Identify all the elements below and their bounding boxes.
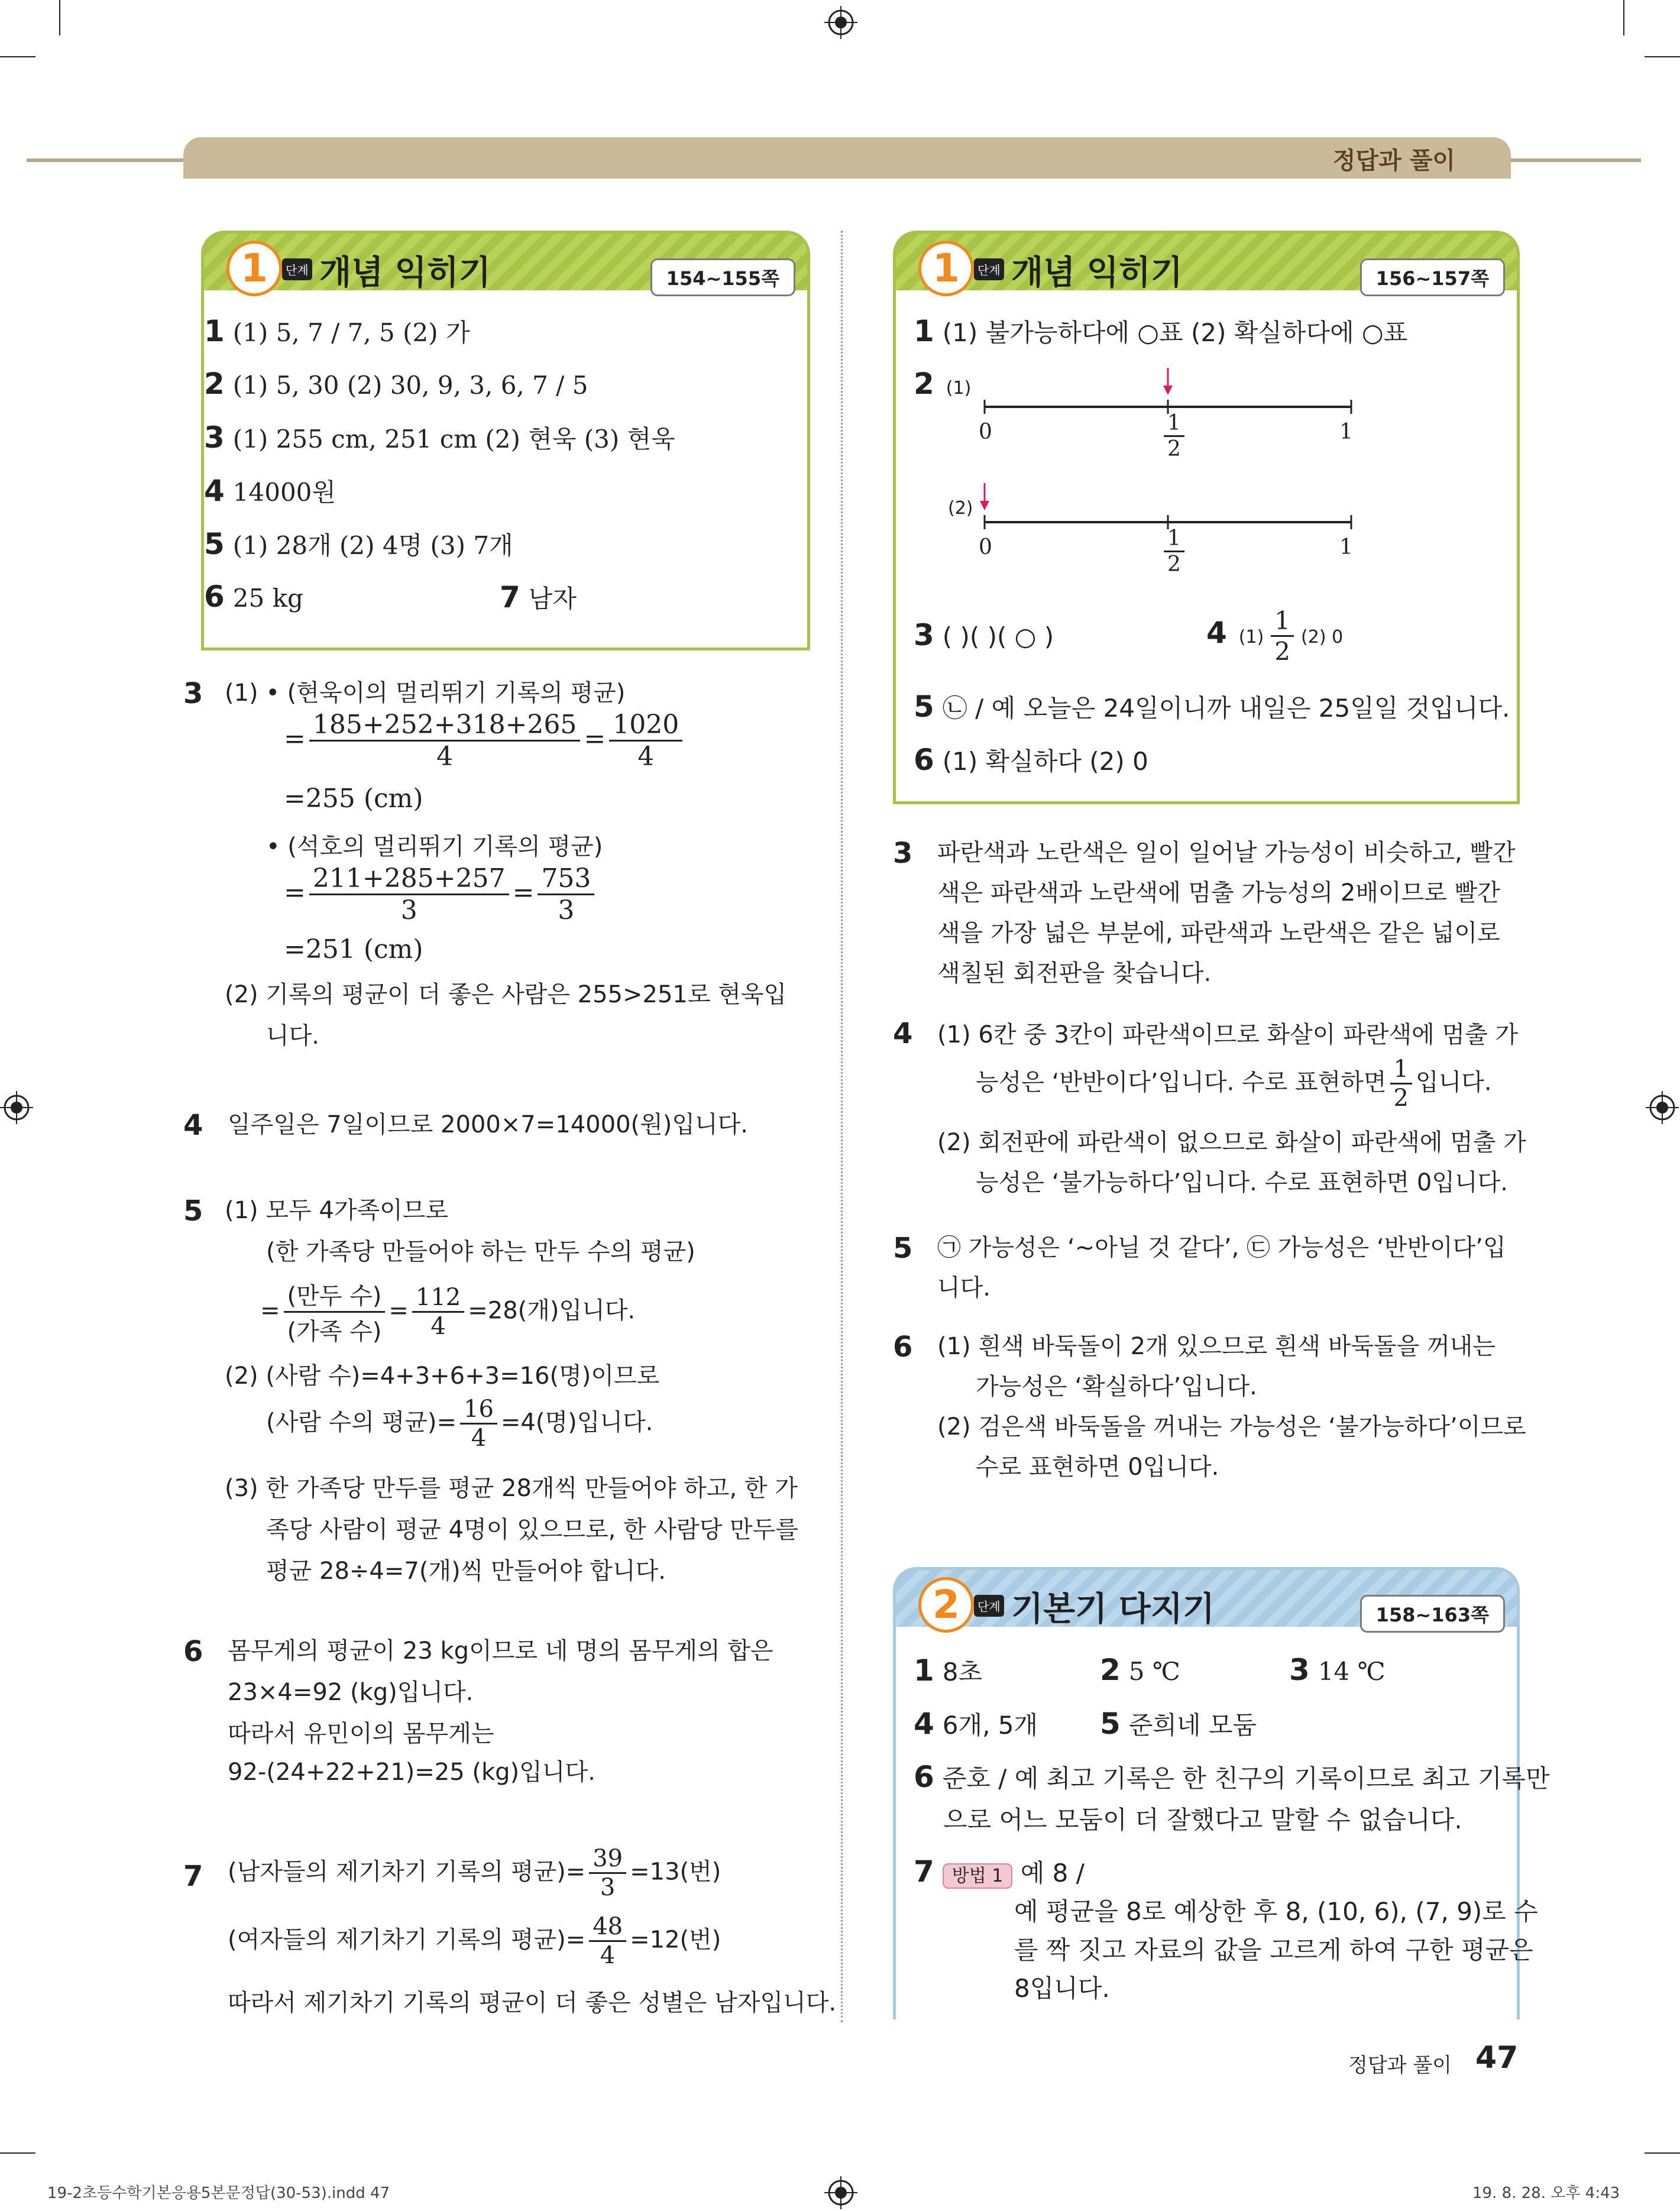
expl-5-line3: (2) (사람 수)=4+3+6+3=16(명)이므로	[225, 1362, 660, 1390]
stage-number: 1	[918, 241, 974, 296]
stage-number: 1	[226, 241, 282, 296]
expl-7-line1: (남자들의 제기차기 기록의 평균)= $\frac{39}{3}$ =13(번)	[228, 1845, 721, 1901]
expl-4-text: 일주일은 7일이므로 2000×7=14000(원)입니다.	[228, 1111, 749, 1138]
rexpl-6-number: 6	[893, 1331, 913, 1364]
answer-6: 6 준호 / 예 최고 기록은 한 친구의 기록이므로 최고 기록만	[914, 1760, 1550, 1794]
expl-5-line6: 족당 사람이 평균 4명이 있으므로, 한 사람당 만두를	[266, 1516, 798, 1543]
registration-mark-right	[1646, 1091, 1679, 1124]
page-range: 158~163쪽	[1360, 1595, 1505, 1633]
expl-3-result1: =255 (cm)	[284, 784, 423, 814]
expl-3-result2: =251 (cm)	[284, 934, 423, 964]
column-divider	[841, 231, 843, 2022]
header-title: 정답과 풀이	[1332, 147, 1455, 174]
box-header	[896, 1570, 1517, 1627]
rexpl-4-number: 4	[893, 1017, 913, 1050]
crop-line-tl	[0, 56, 35, 57]
nl1-half: $\frac{1}{2}$	[1160, 411, 1188, 461]
box-title: 개념 익히기	[319, 254, 491, 292]
expl-7-line2: (여자들의 제기차기 기록의 평균)= $\frac{48}{4}$ =12(번)	[228, 1913, 721, 1969]
answer-2-part2-label: (2)	[948, 498, 973, 519]
expl-5-line1: (1) 모두 4가족이므로	[225, 1197, 449, 1224]
answer-3: 3 ( )( )( ○ )	[914, 618, 1054, 652]
answer-6-line2: 으로 어느 모둠이 더 잘했다고 말할 수 없습니다.	[943, 1805, 1462, 1834]
expl-5-line2: (한 가족당 만들어야 하는 만두 수의 평균)	[266, 1238, 695, 1265]
rexpl-4-line2: 능성은 ‘반반이다’입니다. 수로 표현하면 $\frac{1}{2}$ 입니다.	[976, 1056, 1492, 1112]
expl-3-line4: 니다.	[266, 1022, 319, 1050]
rexpl-4-line4: 능성은 ‘불가능하다’입니다. 수로 표현하면 0입니다.	[976, 1169, 1508, 1196]
rexpl-6-line1: (1) 흰색 바둑돌이 2개 있으므로 흰색 바둑돌을 꺼내는	[937, 1333, 1496, 1360]
answer-1: 1 (1) 불가능하다에 ○표 (2) 확실하다에 ○표	[914, 314, 1408, 348]
expl-3-formula1: = $\frac{185+252+318+265}{4}$ = $\frac{1020}{4}$	[284, 710, 686, 772]
answer-7: 7 방법 1 예 8 /	[914, 1854, 1085, 1889]
answer-7-line2: 예 평균을 8로 예상한 후 8, (10, 6), (7, 9)로 수	[1014, 1897, 1538, 1926]
expl-5-number: 5	[183, 1194, 203, 1228]
crop-line-tv	[59, 0, 60, 35]
nl1-zero: 0	[979, 420, 992, 444]
box-title: 기본기 다지기	[1011, 1590, 1215, 1629]
answer-3: 3 14 ℃	[1289, 1653, 1386, 1687]
rexpl-5-number: 5	[893, 1232, 913, 1265]
answer-4: 4 (1) $\frac{1}{2}$ (2) 0	[1206, 606, 1344, 666]
rexpl-5-line1: ㉠ 가능성은 ‘~아닐 것 같다’, ㉢ 가능성은 ‘반반이다’입	[937, 1234, 1506, 1261]
answer-3: 3 (1) 255 cm, 251 cm (2) 현욱 (3) 현욱	[204, 420, 675, 455]
answer-7: 7 남자	[500, 580, 577, 614]
stage-tag: 단계	[974, 1595, 1004, 1617]
left-concept-box	[201, 231, 810, 650]
registration-mark-bottom	[824, 2176, 857, 2209]
answer-4: 4 14000원	[204, 474, 336, 508]
answer-1: 1 8초	[914, 1653, 983, 1688]
footer-filename: 19-2초등수학기본응용5본문정답(30-53).indd 47	[47, 2184, 390, 2202]
basic-skills-box	[893, 1567, 1550, 2019]
footer-label: 정답과 풀이	[1348, 2054, 1452, 2077]
crop-line-tv2	[1623, 0, 1624, 35]
box-title: 개념 익히기	[1011, 254, 1183, 292]
expl-6-line2: 23×4=92 (kg)입니다.	[228, 1679, 474, 1706]
stage-number: 2	[918, 1577, 974, 1633]
expl-6-line3: 따라서 유민이의 몸무게는	[228, 1720, 494, 1747]
rexpl-3-number: 3	[893, 837, 913, 870]
expl-5-line5: (3) 한 가족당 만두를 평균 28개씩 만들어야 하고, 한 가	[225, 1475, 798, 1502]
rexpl-3-line3: 색을 가장 넓은 부분에, 파란색과 노란색은 같은 넓이로	[937, 920, 1500, 947]
answer-5: 5 (1) 28개 (2) 4명 (3) 7개	[204, 527, 513, 561]
expl-3-line2: • (석호의 멀리뛰기 기록의 평균)	[266, 833, 603, 860]
stage-tag: 단계	[282, 258, 312, 280]
rexpl-4-line3: (2) 회전판에 파란색이 없으므로 화살이 파란색에 멈출 가	[937, 1129, 1526, 1156]
crop-line-br	[1645, 2152, 1680, 2154]
answer-1: 1 (1) 5, 7 / 7, 5 (2) 가	[204, 314, 470, 348]
rexpl-6-line4: 수로 표현하면 0입니다.	[976, 1454, 1219, 1481]
answer-2: 2 (1) 5, 30 (2) 30, 9, 3, 6, 7 / 5	[204, 367, 588, 401]
expl-6-line4: 92-(24+22+21)=25 (kg)입니다.	[228, 1759, 595, 1786]
crop-line-bl	[0, 2152, 35, 2154]
answer-2: 2 (1)	[914, 367, 972, 401]
rexpl-6-line3: (2) 검은색 바둑돌을 꺼내는 가능성은 ‘불가능하다’이므로	[937, 1413, 1526, 1440]
right-concept-box	[893, 231, 1520, 804]
expl-3-number: 3	[183, 677, 203, 710]
rexpl-3-line1: 파란색과 노란색은 일이 일어날 가능성이 비슷하고, 빨간	[937, 839, 1516, 866]
expl-5-formula1: = $\frac{\text{(만두 수)}}{\text{(가족 수)}}$ = $\frac{112}{4}$ =28(개)입니다.	[260, 1277, 635, 1346]
stage-tag: 단계	[974, 258, 1004, 280]
rexpl-5-line2: 니다.	[937, 1274, 990, 1302]
page-range: 154~155쪽	[650, 258, 795, 296]
crop-line-tr	[1645, 56, 1680, 57]
box-header	[204, 234, 807, 290]
registration-mark-left	[0, 1091, 33, 1124]
expl-3-formula2: = $\frac{211+285+257}{3}$ = $\frac{753}{3}$	[284, 863, 598, 925]
nl2-half: $\frac{1}{2}$	[1160, 526, 1188, 577]
header-bar	[183, 137, 1511, 179]
nl1-one: 1	[1339, 420, 1353, 444]
page-range: 156~157쪽	[1360, 258, 1505, 296]
answer-2: 2 5 ℃	[1100, 1653, 1180, 1687]
expl-3-line3: (2) 기록의 평균이 더 좋은 사람은 255>251로 현욱입	[225, 981, 787, 1008]
answer-4: 4 6개, 5개	[914, 1707, 1038, 1741]
box-header	[896, 234, 1517, 290]
expl-7-line3: 따라서 제기차기 기록의 평균이 더 좋은 성별은 남자입니다.	[228, 1989, 837, 2016]
answer-7-line4: 8입니다.	[1014, 1974, 1110, 2003]
rexpl-3-line2: 색은 파란색과 노란색에 멈출 가능성의 2배이므로 빨간	[937, 879, 1500, 907]
registration-mark-top	[824, 6, 857, 39]
rexpl-4-line1: (1) 6칸 중 3칸이 파란색이므로 화살이 파란색에 멈출 가	[937, 1021, 1519, 1048]
expl-4-number: 4	[183, 1109, 203, 1142]
answer-5: 5 ㉡ / 예 오늘은 24일이니까 내일은 25일일 것입니다.	[914, 689, 1510, 724]
expl-5-formula2: (사람 수의 평균)= $\frac{16}{4}$ =4(명)입니다.	[266, 1396, 653, 1452]
answer-7-line3: 를 짝 짓고 자료의 값을 고르게 하여 구한 평균은	[1014, 1935, 1533, 1964]
answer-6: 6 25 kg	[204, 580, 303, 614]
page-number: 47	[1475, 2040, 1519, 2076]
expl-7-number: 7	[183, 1860, 203, 1893]
answer-6: 6 (1) 확실하다 (2) 0	[914, 743, 1148, 777]
rexpl-3-line4: 색칠된 회전판을 찾습니다.	[937, 960, 1212, 987]
expl-5-line7: 평균 28÷4=7(개)씩 만들어야 합니다.	[266, 1558, 666, 1585]
nl2-zero: 0	[979, 535, 992, 559]
nl2-one: 1	[1339, 535, 1353, 559]
expl-3-line1: (1) • (현욱이의 멀리뛰기 기록의 평균)	[225, 679, 626, 707]
answer-5: 5 준희네 모둠	[1100, 1707, 1257, 1741]
rexpl-6-line2: 가능성은 ‘확실하다’입니다.	[976, 1373, 1257, 1400]
footer-date: 19. 8. 28. 오후 4:43	[1472, 2184, 1620, 2202]
expl-6-line1: 몸무게의 평균이 23 kg이므로 네 명의 몸무게의 합은	[228, 1637, 773, 1665]
expl-6-number: 6	[183, 1635, 203, 1668]
